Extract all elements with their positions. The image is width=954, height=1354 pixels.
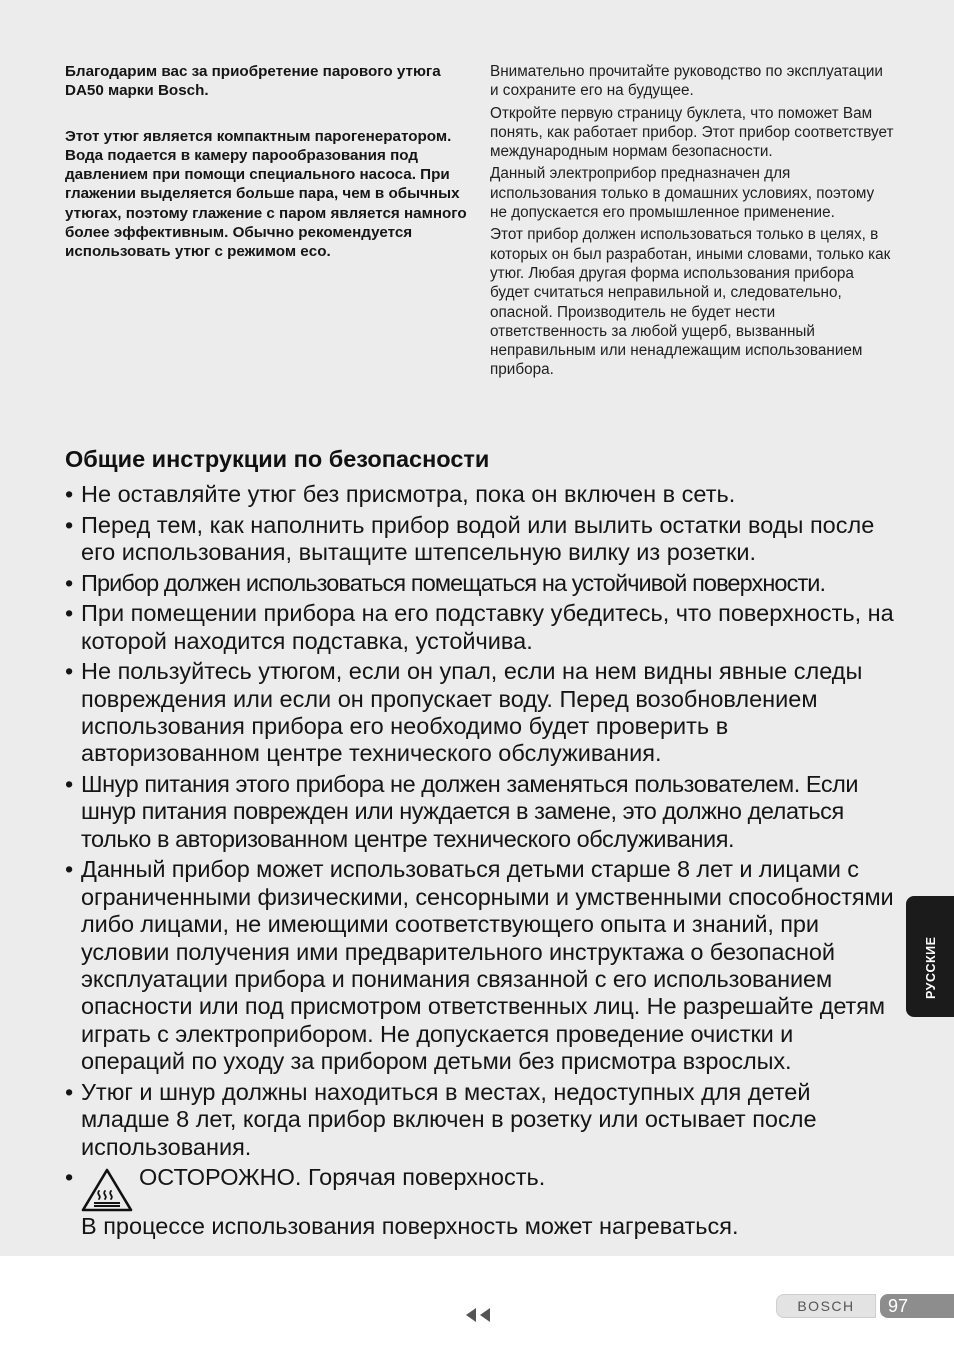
bullet: • <box>65 771 73 797</box>
bullet: • <box>65 1078 74 1105</box>
safety-item <box>65 1079 900 1161</box>
safety-item-text: Утюг и шнур должны находиться в местах, недоступных для детей младше 8 лет, когда прибор включен в розетку или остывает после использования. <box>81 1078 817 1160</box>
bullet: • <box>65 658 74 685</box>
bullet: • <box>65 569 73 596</box>
warning-text-block <box>139 1164 545 1191</box>
page-number: 97 <box>888 1296 909 1316</box>
safety-item-text: При помещении прибора на его подставку убедитесь, что поверхность, на которой находится подставка, устойчива. <box>81 600 894 654</box>
language-tab-label: РУССКИЕ <box>924 936 938 999</box>
intro-left-column <box>65 62 470 288</box>
bullet: • <box>65 600 74 627</box>
safety-item-text: Шнур питания этого прибора не должен заменяться пользователем. Если шнур питания поврежден или нуждается в замене, это должно делаться только в авторизованном центре технического обслуживания. <box>81 771 859 852</box>
bullet: • <box>65 1164 74 1191</box>
safety-instructions-list <box>65 481 900 1244</box>
safety-item <box>65 570 900 597</box>
safety-item <box>65 600 900 655</box>
safety-heading: Общие инструкции по безопасности <box>65 446 490 472</box>
bullet: • <box>65 481 74 507</box>
intro-description: Этот утюг является компактным парогенератором. Вода подается в камеру парообразования под давлением при помощи специального насоса. При глажении выделяется больше пара, чем в обычных утюгах, поэтому глажение с паром является намного более эффективным. Обычно рекомендуется использовать утюг с режимом eco. <box>65 127 467 261</box>
safety-item <box>65 481 900 508</box>
intro-thanks: Благодарим вас за приобретение парового утюга DA50 марки Bosch. <box>65 63 441 100</box>
intro-paragraph-3: Данный электроприбор предназначен для использования только в домашних условиях, поэтому не допускается его промышленное применение. <box>490 165 875 222</box>
intro-right-column <box>490 62 895 383</box>
safety-item-text: Прибор должен использоваться помещаться на устойчивой поверхности. <box>81 569 826 596</box>
intro-paragraph-1: Внимательно прочитайте руководство по эксплуатации и сохраните его на будущее. <box>490 63 883 100</box>
warning-title: ОСТОРОЖНО. Горячая поверхность. <box>139 1164 546 1191</box>
safety-item-text: Не оставляйте утюг без присмотра, пока он включен в сеть. <box>81 481 736 507</box>
intro-paragraph-4: Этот прибор должен использоваться только в целях, в которых он был разработан, иными словами, только как утюг. Любая другая форма использования прибора будет считаться неправильной и, следовательно, опасной. Производитель не будет нести ответственность за любой ущерб, вызванный неправильным или ненадлежащим использованием прибора. <box>490 226 891 379</box>
safety-warning-item <box>65 1164 900 1240</box>
intro-paragraph-2: Откройте первую страницу буклета, что поможет Вам понять, как работает прибор. Этот прибор соответствует международным нормам безопасности. <box>490 104 894 161</box>
bullet: • <box>65 511 74 538</box>
bullet: • <box>65 856 74 883</box>
safety-item <box>65 771 900 853</box>
safety-item <box>65 856 900 1075</box>
safety-item-text: Не пользуйтесь утюгом, если он упал, если на нем видны явные следы повреждения или если он пропускает воду. Перед возобновлением использования прибора его необходимо будет проверить в авторизованном центре технического обслуживания. <box>81 658 863 767</box>
safety-item-text: Перед тем, как наполнить прибор водой или вылить остатки воды после его использования, вытащите штепсельную вилку из розетки. <box>81 511 875 565</box>
safety-item <box>65 658 900 768</box>
warning-description: В процессе использования поверхность может нагреваться. <box>81 1213 739 1240</box>
safety-item-text: Данный прибор может использоваться детьми старше 8 лет и лицами с ограниченными физическими, сенсорными и умственными способностями либо лицами, не имеющими соответствующего опыта и знаний, при условии получения ими предварительного инструктажа о безопасной эксплуатации прибора и понимания связанной с его использованием опасности или под присмотром ответственных лиц. Не разрешайте детям играть с электроприбором. Не допускается проведение очистки и операций по уходу за прибором детьми без присмотра взрослых. <box>81 856 894 1075</box>
safety-item <box>65 512 900 567</box>
brand-label: BOSCH <box>776 1294 876 1318</box>
double-left-arrow-icon <box>464 1308 492 1322</box>
hot-surface-warning-icon <box>81 1167 133 1213</box>
